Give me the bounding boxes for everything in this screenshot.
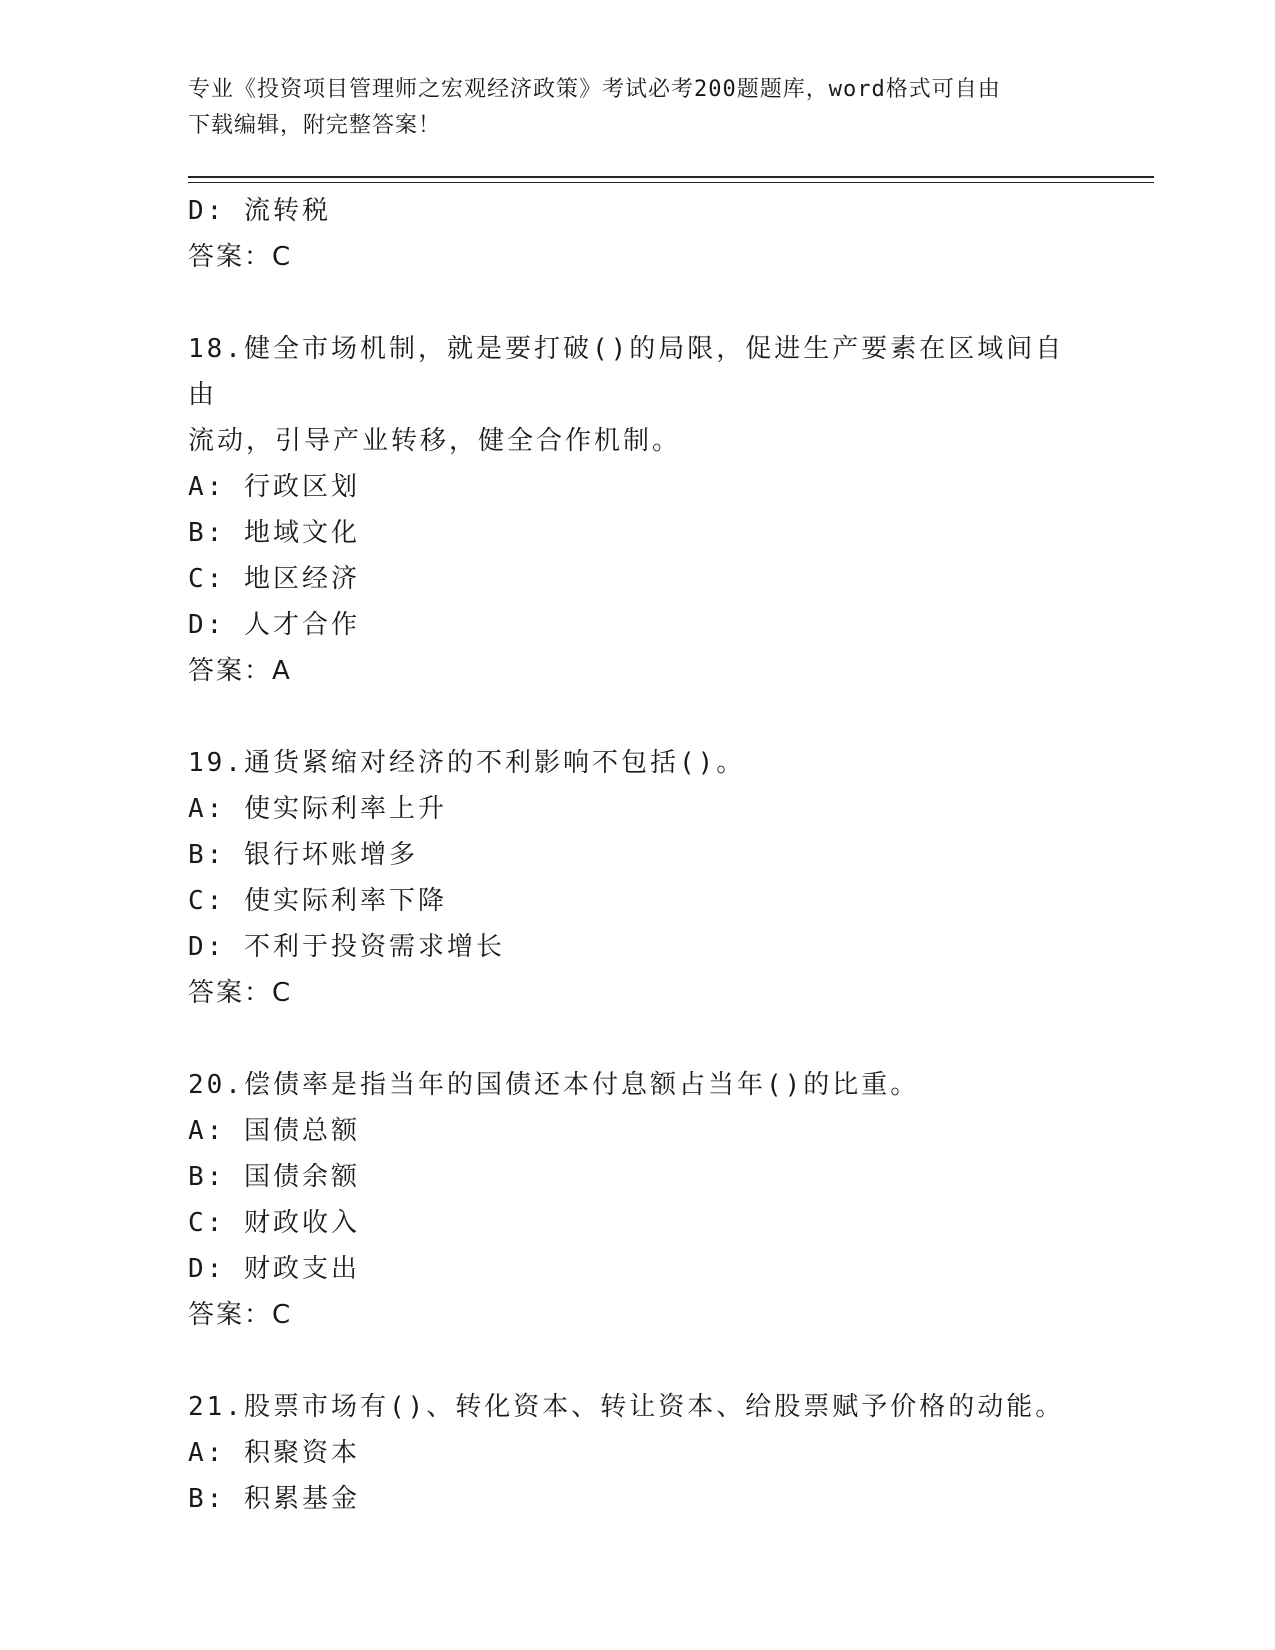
option-b: B: 积累基金 xyxy=(188,1484,360,1514)
carryover-block xyxy=(188,188,1088,280)
option-b: B: 国债余额 xyxy=(188,1162,360,1192)
question-list xyxy=(188,188,1088,1522)
question-stem-line-1: 19.通货紧缩对经济的不利影响不包括()。 xyxy=(188,748,746,778)
answer-line: 答案：A xyxy=(188,656,292,686)
option-a: A: 积聚资本 xyxy=(188,1438,360,1468)
option-d: D: 流转税 xyxy=(188,196,331,226)
question-stem-line-1: 21.股票市场有()、转化资本、转让资本、给股票赋予价格的动能。 xyxy=(188,1392,1065,1422)
question-21 xyxy=(188,1384,1088,1522)
header-line-1: 专业《投资项目管理师之宏观经济政策》考试必考200题题库，word格式可自由 xyxy=(188,77,1001,102)
answer-line: 答案：C xyxy=(188,242,293,272)
option-a: A: 使实际利率上升 xyxy=(188,794,447,824)
document-header xyxy=(188,72,1068,144)
question-18 xyxy=(188,326,1088,694)
answer-line: 答案：C xyxy=(188,1300,293,1330)
option-b: B: 地域文化 xyxy=(188,518,360,548)
option-c: C: 财政收入 xyxy=(188,1208,360,1238)
question-20 xyxy=(188,1062,1088,1338)
option-b: B: 银行坏账增多 xyxy=(188,840,418,870)
answer-line: 答案：C xyxy=(188,978,293,1008)
option-c: C: 地区经济 xyxy=(188,564,360,594)
option-d: D: 不利于投资需求增长 xyxy=(188,932,505,962)
option-d: D: 财政支出 xyxy=(188,1254,360,1284)
option-d: D: 人才合作 xyxy=(188,610,360,640)
header-divider-thick xyxy=(188,176,1154,178)
option-a: A: 国债总额 xyxy=(188,1116,360,1146)
header-line-2: 下载编辑，附完整答案！ xyxy=(188,113,442,138)
question-19 xyxy=(188,740,1088,1016)
question-stem-line-1: 20.偿债率是指当年的国债还本付息额占当年()的比重。 xyxy=(188,1070,920,1100)
option-c: C: 使实际利率下降 xyxy=(188,886,447,916)
header-divider-thin xyxy=(188,182,1154,183)
question-stem-line-1: 18.健全市场机制，就是要打破()的局限，促进生产要素在区域间自由 xyxy=(188,334,1065,410)
option-a: A: 行政区划 xyxy=(188,472,360,502)
question-stem-line-2: 流动，引导产业转移，健全合作机制。 xyxy=(188,426,682,456)
